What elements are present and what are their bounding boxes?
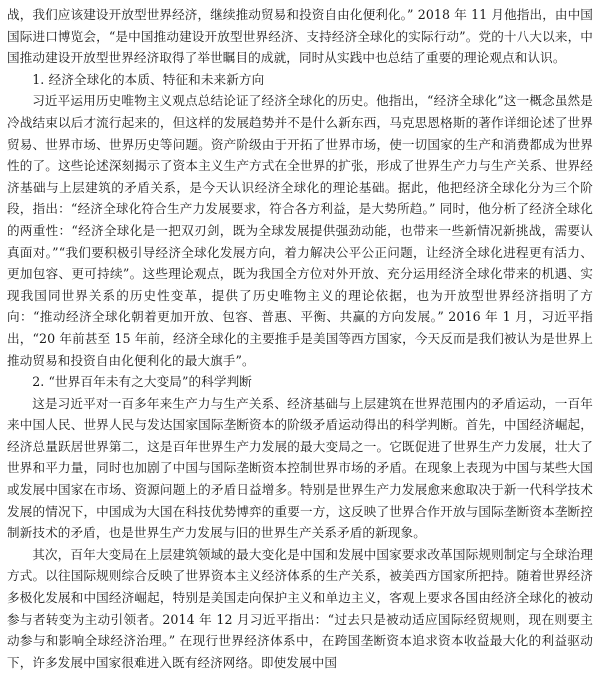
paragraph-1: 战，我们应该建设开放型世界经济，继续推动贸易和投资自由化便利化。” 2018 年 11 月他指出，由中国国际进口博览会，“是中国推动建设开放型世界经济、支持经济全球化的实际行动”。党的十八大以来，中国推动建设开放型世界经济取得了举世瞩目的成就，同时从实践中也总结了重要的理论观点和认识。 [7,7,593,66]
paragraph-3: 这是习近平对一百多年来生产力与生产关系、经济基础与上层建筑在世界范围内的矛盾运动，一百年来中国人民、世界人民与发达国家国际垄断资本的阶级矛盾运动得出的科学判断。首先，中国经济崛起，经济总量跃居世界第二，这是百年世界生产力发展的最大变局之一。它既促进了世界生产力发展，壮大了世界和平力量，同时也加剧了中国与国际垄断资本控制世界市场的矛盾。在现象上表现为中国与某些大国或发展中国家在市场、资源问题上的矛盾日益增多。特别是世界生产力发展愈来愈取决于新一代科学技术发展的情况下，中国成为大国在科技优势博弈的重要一方，这反映了世界合作开放与国际垄断资本垄断控制新技术的矛盾，也是世界生产力发展与旧的世界生产关系矛盾的新现象。 [7,395,593,541]
paragraph-2: 习近平运用历史唯物主义观点总结论证了经济全球化的历史。他指出，“经济全球化”这一概念虽然是冷战结束以后才流行起来的，但这样的发展趋势并不是什么新东西，马克思恩格斯的著作详细论述了世界贸易、世界市场、世界历史等问题。资产阶级由于开拓了世界市场，使一切国家的生产和消费都成为世界性的了。这些论述深刻揭示了资本主义生产方式在全世界的扩张，形成了世界生产力与生产关系、世界经济基础与上层建筑的矛盾关系，是今天认识经济全球化的理论基础。据此，他把经济全球化分为三个阶段，指出：“经济全球化符合生产力发展要求，符合各方利益，是大势所趋。” 同时，他分析了经济全球化的两重性：“经济全球化是一把双刃剑，既为全球发展提供强劲动能，也带来一些新情况新挑战，需要认真面对。”“我们要积极引导经济全球化发展方向，着力解决公平公正问题，让经济全球化进程更有活力、更加包容、更可持续”。这些理论观点，既为我国全方位对外开放、充分运用经济全球化带来的机遇、实现我国同世界关系的历史性变革，提供了历史唯物主义的理论依据，也为开放型世界经济指明了方向：“推动经济全球化朝着更加开放、包容、普惠、平衡、共赢的方向发展。” 2016 年 1 月，习近平指出，“20 年前甚至 15 年前，经济全球化的主要推手是美国等西方国家，今天反而是我们被认为是世界上推动贸易和投资自由化便利化的最大旗手”。 [7,93,593,368]
section-heading-2: 2. “世界百年未有之大变局”的科学判断 [32,374,252,390]
section-heading-1: 1. 经济全球化的本质、特征和未来新方向 [32,71,265,87]
paragraph-4: 其次，百年大变局在上层建筑领域的最大变化是中国和发展中国家要求改革国际规则制定与全球治理方式。以往国际规则综合反映了世界资本主义经济体系的生产关系，被美西方国家所把持。随着世界经济多极化发展和中国经济崛起，特别是美国走向保护主义和单边主义，客观上要求各国由经济全球化的被动参与者转变为主动引领者。2014 年 12 月习近平指出：“过去只是被动适应国际经贸规则，现在则要主动参与和影响全球经济治理。” 在现行世界经济体系中，在跨国垄断资本追求资本收益最大化的利益驱动下，许多发展中国家很难进入既有经济网络。即使发展中国 [7,546,593,670]
